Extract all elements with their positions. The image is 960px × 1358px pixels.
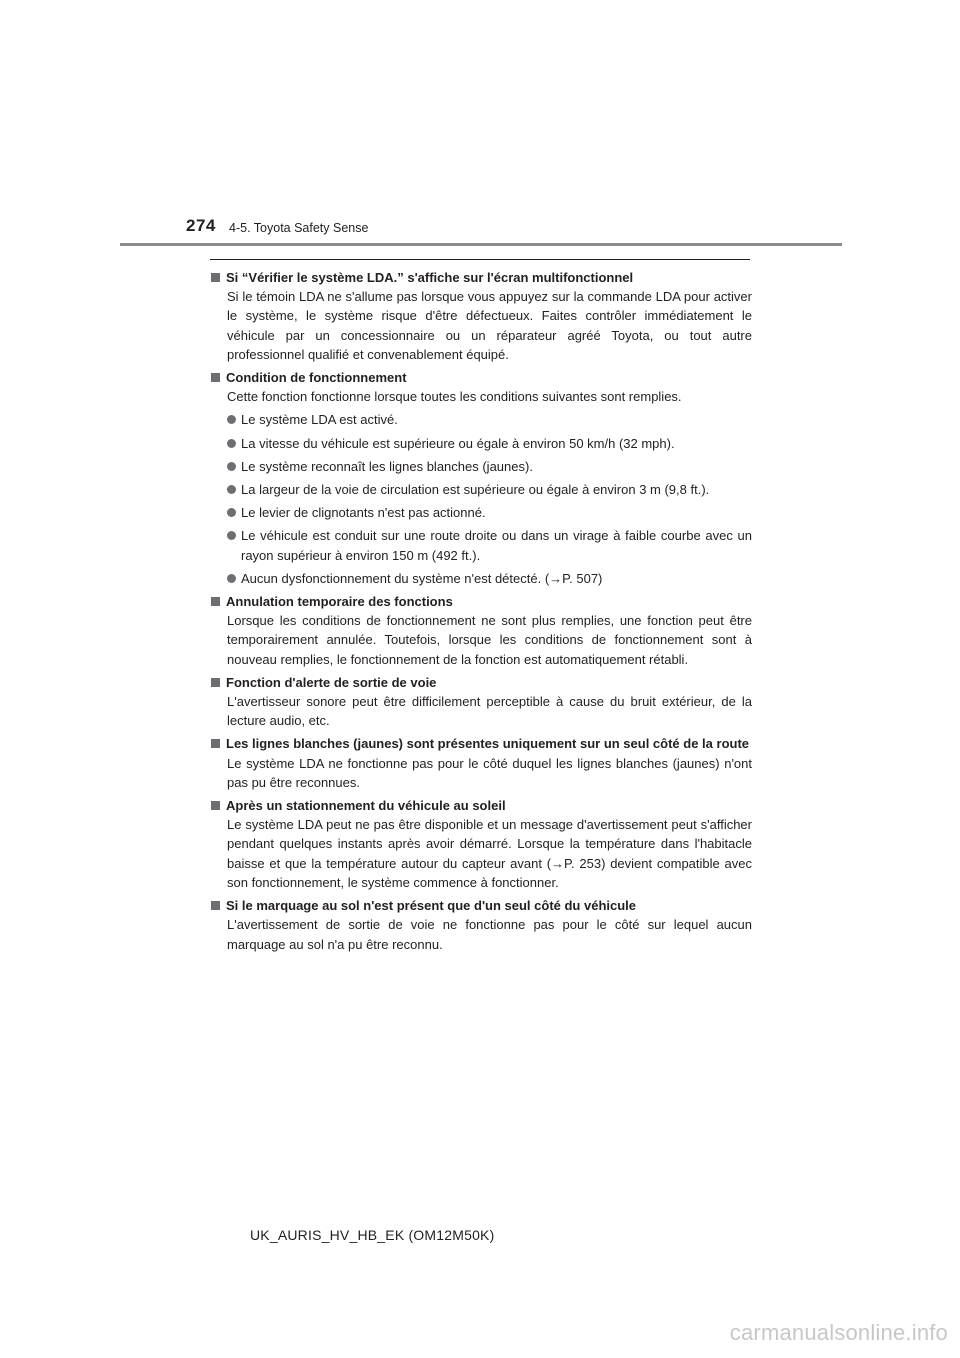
- square-bullet-icon: [211, 678, 220, 687]
- section-temporary-cancellation: [211, 592, 752, 669]
- watermark: carmanualsonline.info: [729, 1320, 948, 1345]
- section-title: 4-5. Toyota Safety Sense: [229, 221, 369, 235]
- section-heading-text: Si “Vérifier le système LDA.” s'affiche sur l'écran multifonctionnel: [226, 270, 634, 285]
- round-bullet-icon: [227, 415, 236, 424]
- bullet-list: [211, 410, 752, 588]
- list-item-text: Le système reconnaît les lignes blanches (jaunes).: [241, 458, 533, 474]
- round-bullet-icon: [227, 439, 236, 448]
- section-heading: [211, 592, 752, 611]
- list-item-text: Le levier de clignotants n'est pas actionné.: [241, 505, 486, 521]
- section-heading: [211, 734, 752, 753]
- section-heading: [211, 368, 752, 387]
- square-bullet-icon: [211, 373, 220, 382]
- section-heading-text: Condition de fonctionnement: [226, 370, 407, 386]
- section-body: L'avertissement de sortie de voie ne fonctionne pas pour le côté sur lequel aucun marquage au sol n'a pu être reconnu.: [227, 917, 752, 952]
- list-item-text: Le système LDA est activé.: [241, 412, 398, 428]
- square-bullet-icon: [211, 801, 220, 810]
- section-heading-text: Annulation temporaire des fonctions: [226, 594, 453, 610]
- content: [211, 268, 752, 958]
- list-item-text: Aucun dysfonctionnement du système n'est détecté. (→P. 507): [241, 570, 603, 586]
- round-bullet-icon: [227, 531, 236, 540]
- list-item: [211, 410, 752, 429]
- list-item-text: La vitesse du véhicule est supérieure ou égale à environ 50 km/h (32 mph).: [241, 435, 675, 451]
- page-number: 274: [186, 216, 216, 235]
- section-body: Si le témoin LDA ne s'allume pas lorsque vous appuyez sur la commande LDA pour activer le système, le système risque d'être défectueux. Faites contrôler immédiatement le véhicule par un concessionnaire ou un réparateur agréé Toyota, ou tout autre professionnel qualifié et convenablement équipé.: [227, 289, 752, 362]
- section-body: L'avertisseur sonore peut être difficilement perceptible à cause du bruit extérieur, de la lecture audio, etc.: [227, 694, 752, 729]
- square-bullet-icon: [211, 597, 220, 606]
- section-heading-text: Après un stationnement du véhicule au soleil: [226, 798, 506, 814]
- header-rule: [120, 243, 842, 246]
- round-bullet-icon: [227, 485, 236, 494]
- round-bullet-icon: [227, 574, 236, 583]
- section-heading: [211, 796, 752, 815]
- content-rule: [210, 259, 750, 260]
- section-operating-conditions: [211, 368, 752, 588]
- section-body: Lorsque les conditions de fonctionnement ne sont plus remplies, une fonction peut être temporairement annulée. Toutefois, lorsque les conditions de fonctionnement sont à nouveau remplies, le fonctionnement de la fonction est automatiquement rétabli.: [227, 613, 752, 667]
- section-heading: [211, 673, 752, 692]
- section-body: Cette fonction fonctionne lorsque toutes les conditions suivantes sont remplies.: [227, 389, 682, 405]
- list-item: [211, 434, 752, 453]
- list-item: [211, 526, 752, 564]
- list-item: [211, 503, 752, 522]
- section-parked-in-sun: [211, 796, 752, 892]
- section-heading-text: Les lignes blanches (jaunes) sont présentes uniquement sur un seul côté de la route: [226, 736, 750, 752]
- section-one-side-lines: [211, 734, 752, 792]
- list-item: [211, 569, 752, 588]
- square-bullet-icon: [211, 901, 220, 910]
- square-bullet-icon: [211, 739, 220, 748]
- section-body: Le système LDA peut ne pas être disponible et un message d'avertissement peut s'afficher pendant quelques instants après avoir démarré. Lorsque la température dans l'habitacle baisse et que la température autour du capteur avant (→P. 253) devient compatible avec son fonctionnement, le système commence à fonctionner.: [227, 817, 752, 890]
- section-one-side-marking: [211, 896, 752, 954]
- section-lane-departure-alert: [211, 673, 752, 731]
- section-heading: [211, 896, 752, 915]
- list-item: [211, 480, 752, 499]
- list-item: [211, 457, 752, 476]
- square-bullet-icon: [211, 273, 220, 282]
- section-heading-text: Fonction d'alerte de sortie de voie: [226, 674, 437, 690]
- section-heading: [211, 268, 752, 287]
- section-heading-text: Si le marquage au sol n'est présent que d'un seul côté du véhicule: [226, 898, 637, 914]
- list-item-text: La largeur de la voie de circulation est supérieure ou égale à environ 3 m (9,8 ft.).: [241, 482, 710, 498]
- round-bullet-icon: [227, 508, 236, 517]
- section-body: Le système LDA ne fonctionne pas pour le côté duquel les lignes blanches (jaunes) n'ont pas pu être reconnues.: [227, 755, 752, 790]
- round-bullet-icon: [227, 462, 236, 471]
- footer-document-code: UK_AURIS_HV_HB_EK (OM12M50K): [250, 1227, 495, 1243]
- list-item-text: Le véhicule est conduit sur une route droite ou dans un virage à faible courbe avec un rayon supérieur à environ 150 m (492 ft.).: [241, 528, 752, 563]
- section-lda-check-message: [211, 268, 752, 364]
